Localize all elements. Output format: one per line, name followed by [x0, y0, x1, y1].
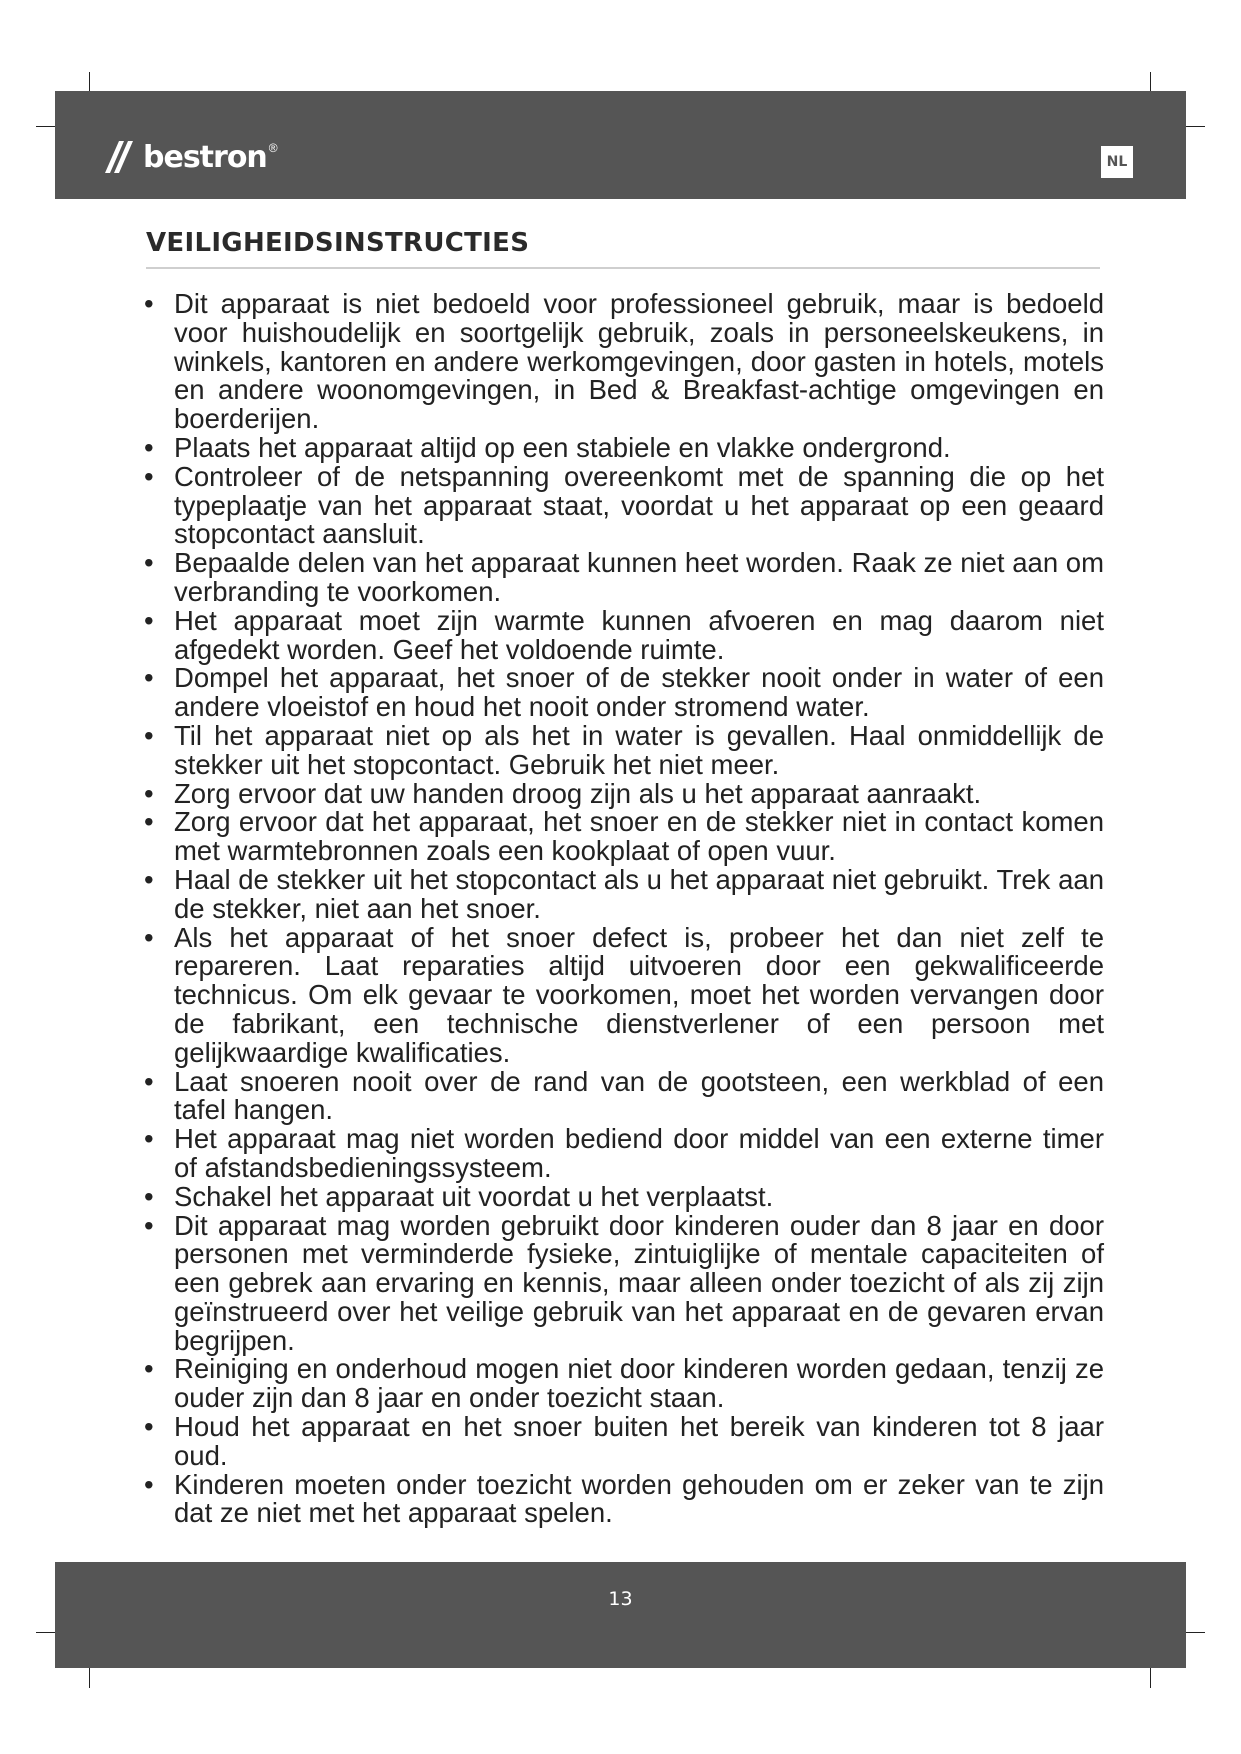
list-item: • Dompel het apparaat, het snoer of de stekker nooit onder in water of een andere vloeistof en houd het nooit onder stromend water.: [144, 664, 1104, 722]
footer-bar: [55, 1562, 1186, 1668]
list-item: • Reiniging en onderhoud mogen niet door kinderen worden gedaan, tenzij ze ouder zijn dan 8 jaar en onder toezicht staan.: [144, 1355, 1104, 1413]
language-badge: NL: [1101, 146, 1133, 178]
section-title: VEILIGHEIDSINSTRUCTIES: [146, 228, 530, 258]
list-item: • Dit apparaat mag worden gebruikt door kinderen ouder dan 8 jaar en door personen met verminderde fysieke, zintuiglijke of mentale capaciteiten of een gebrek aan ervaring en kennis, maar alleen onder toezicht of als zij zijn geïnstrueerd over het veilige gebruik van het apparaat en de gevaren ervan begrijpen.: [144, 1212, 1104, 1356]
list-item: • Bepaalde delen van het apparaat kunnen heet worden. Raak ze niet aan om verbranding te voorkomen.: [144, 549, 1104, 607]
list-item: • Zorg ervoor dat uw handen droog zijn als u het apparaat aanraakt.: [144, 780, 1104, 809]
list-item: • Als het apparaat of het snoer defect is, probeer het dan niet zelf te repareren. Laat reparaties altijd uitvoeren door een gekwalificeerde technicus. Om elk gevaar te voorkomen, moet het worden vervangen door de fabrikant, een technische dienstverlener of een persoon met gelijkwaardige kwalificaties.: [144, 924, 1104, 1068]
list-item: • Zorg ervoor dat het apparaat, het snoer en de stekker niet in contact komen met warmtebronnen zoals een kookplaat of open vuur.: [144, 808, 1104, 866]
list-item: • Het apparaat moet zijn warmte kunnen afvoeren en mag daarom niet afgedekt worden. Geef het voldoende ruimte.: [144, 607, 1104, 665]
brand-chevron-icon: [105, 137, 135, 177]
header-bar: [55, 91, 1186, 199]
list-item: • Plaats het apparaat altijd op een stabiele en vlakke ondergrond.: [144, 434, 1104, 463]
registered-mark: ®: [268, 141, 278, 155]
page-number: 13: [608, 1588, 633, 1610]
list-item: • Haal de stekker uit het stopcontact als u het apparaat niet gebruikt. Trek aan de stekker, niet aan het snoer.: [144, 866, 1104, 924]
brand-name: bestron: [143, 139, 267, 175]
list-item: • Schakel het apparaat uit voordat u het verplaatst.: [144, 1183, 1104, 1212]
list-item: • Het apparaat mag niet worden bediend door middel van een externe timer of afstandsbedieningssysteem.: [144, 1125, 1104, 1183]
list-item: • Kinderen moeten onder toezicht worden gehouden om er zeker van te zijn dat ze niet met het apparaat spelen.: [144, 1471, 1104, 1529]
list-item: • Til het apparaat niet op als het in water is gevallen. Haal onmiddellijk de stekker uit het stopcontact. Gebruik het niet meer.: [144, 722, 1104, 780]
list-item: • Laat snoeren nooit over de rand van de gootsteen, een werkblad of een tafel hangen.: [144, 1068, 1104, 1126]
title-divider: [146, 267, 1100, 269]
list-item: • Dit apparaat is niet bedoeld voor professioneel gebruik, maar is bedoeld voor huishoudelijk en soortgelijk gebruik, zoals in personeelskeukens, in winkels, kantoren en andere werkomgevingen, door gasten in hotels, motels en andere woonomgevingen, in Bed & Breakfast-achtige omgevingen en boerderijen.: [144, 290, 1104, 434]
brand-logo: [105, 137, 278, 177]
list-item: • Controleer of de netspanning overeenkomt met de spanning die op het typeplaatje van het apparaat staat, voordat u het apparaat op een geaard stopcontact aansluit.: [144, 463, 1104, 549]
list-item: • Houd het apparaat en het snoer buiten het bereik van kinderen tot 8 jaar oud.: [144, 1413, 1104, 1471]
safety-instructions-list: [144, 290, 1104, 1528]
